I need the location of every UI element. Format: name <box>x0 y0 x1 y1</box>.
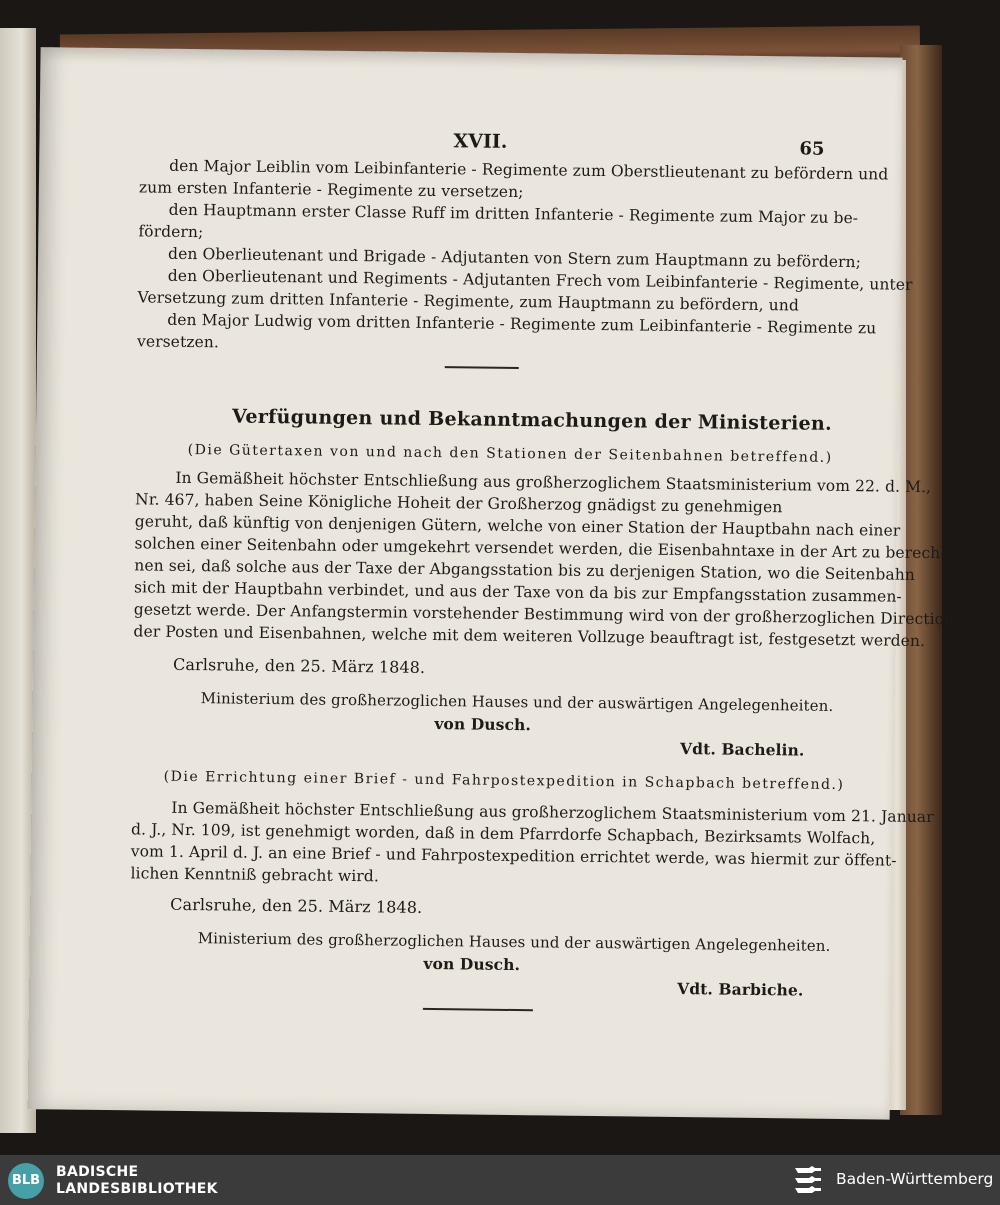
end-rule <box>423 1008 533 1011</box>
notice-line: geruht, daß künftig von denjenigen Gütern, welche von einer Station der Hauptbahn nach einer <box>134 512 901 540</box>
notice-line: gesetzt werde. Der Anfangstermin vorstehender Bestimmung wird von der großherzoglichen Direction <box>133 600 955 629</box>
blb-logo[interactable]: BLB <box>8 1163 44 1199</box>
footer-bar <box>0 1155 1000 1205</box>
notice-subtitle: (Die Errichtung einer Brief - und Fahrpostexpedition in Schapbach betreffend.) <box>163 768 845 794</box>
page-number: 65 <box>799 138 825 160</box>
notice-subtitle: (Die Gütertaxen von und nach den Stationen der Seitenbahnen betreffend.) <box>187 441 833 466</box>
vdt-signature: Vdt. Barbiche. <box>677 979 804 1000</box>
notice-line: vom 1. April d. J. an eine Brief - und Fahrpostexpedition errichtet werde, was hiermit zur öffent- <box>130 842 897 870</box>
library-name-line1: BADISCHE <box>56 1164 139 1180</box>
notice-date: Carlsruhe, den 25. März 1848. <box>172 654 426 677</box>
notice-line: Nr. 467, haben Seine Königliche Hoheit der Großherzog gnädigst zu genehmigen <box>134 490 783 517</box>
promotion-line: Versetzung zum dritten Infanterie - Regimente, zum Hauptmann zu befördern, und <box>137 288 800 315</box>
section-heading: Verfügungen und Bekanntmachungen der Ministerien. <box>231 405 833 435</box>
notice-line: der Posten und Eisenbahnen, welche mit dem weiteren Vollzuge beauftragt ist, festgesetzt werden. <box>133 622 926 651</box>
promotion-line: den Hauptmann erster Classe Ruff im dritten Infanterie - Regimente zum Major zu be- <box>168 200 859 228</box>
promotion-line: den Oberlieutenant und Brigade - Adjutanten von Stern zum Hauptmann zu befördern; <box>168 244 862 272</box>
notice-line: sich mit der Hauptbahn verbindet, und aus der Taxe von da bis zur Empfangsstation zusammen- <box>133 578 902 606</box>
notice-line: nen sei, daß solche aus der Taxe der Abgangsstation bis zu derjenigen Station, wo die Seitenbahn <box>134 556 916 584</box>
notice-line: d. J., Nr. 109, ist genehmigt worden, daß in dem Pfarrdorfe Schapbach, Bezirksamts Wolfach, <box>130 820 876 848</box>
ministry-name: Ministerium des großherzoglichen Hauses und der auswärtigen Angelegenheiten. <box>197 929 831 955</box>
signatory: von Dusch. <box>434 714 532 735</box>
notice-line: In Gemäßheit höchster Entschließung aus großherzoglichem Staatsministerium vom 21. Januar <box>171 798 934 827</box>
promotion-line: den Oberlieutenant und Regiments - Adjutanten Frech vom Leibinfanterie - Regimente, unter <box>167 266 913 294</box>
promotion-line: zum ersten Infanterie - Regimente zu versetzen; <box>138 178 524 202</box>
lions-coat-of-arms-icon <box>792 1164 824 1198</box>
state-label[interactable]: Baden-Württemberg <box>836 1170 994 1188</box>
promotion-line: den Major Leiblin vom Leibinfanterie - Regimente zum Oberstlieutenant zu befördern und <box>169 156 889 184</box>
notice-line: lichen Kenntniß gebracht wird. <box>130 864 380 886</box>
vdt-signature: Vdt. Bachelin. <box>679 739 805 760</box>
document-page <box>28 47 955 1119</box>
promotion-line: fördern; <box>138 222 204 242</box>
library-name-line2: LANDESBIBLIOTHEK <box>56 1181 218 1197</box>
promotion-line: den Major Ludwig vom dritten Infanterie - Regimente zum Leibinfanterie - Regimente zu <box>167 310 877 338</box>
notice-line: solchen einer Seitenbahn oder umgekehrt versendet werden, die Eisenbahntaxe in der Art zu berech- <box>134 534 946 563</box>
divider-rule <box>445 366 519 369</box>
notice-line: In Gemäßheit höchster Entschließung aus großherzoglichem Staatsministerium vom 22. d. M., <box>175 468 932 497</box>
notice-date: Carlsruhe, den 25. März 1848. <box>170 894 423 917</box>
section-number: XVII. <box>453 130 508 153</box>
signatory: von Dusch. <box>423 953 521 975</box>
ministry-name: Ministerium des großherzoglichen Hauses und der auswärtigen Angelegenheiten. <box>200 689 834 715</box>
library-name[interactable] <box>56 1164 218 1198</box>
promotion-line: versetzen. <box>136 332 220 352</box>
